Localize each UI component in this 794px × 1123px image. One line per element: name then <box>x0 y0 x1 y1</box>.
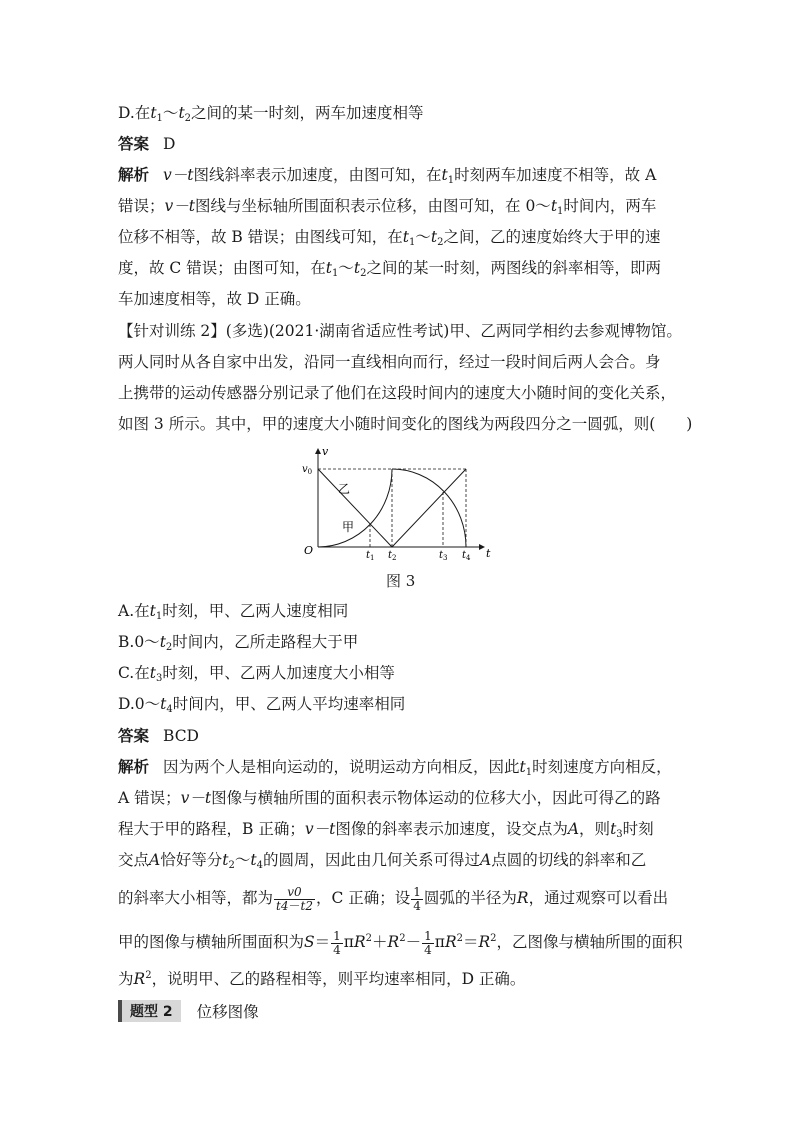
analysis-1-line-4: 度，故 C 错误；由图可知，在$t_1\sim t_2$之间的某一时刻，两图线的斜率相等，即两 <box>118 259 661 279</box>
analysis-2-line-3: 程大于甲的路程，B 正确；v－t图像的斜率表示加速度，设交点为A，则$t_3$时刻 <box>118 820 654 840</box>
top-option-d: D.在$t_1\sim t_2$之间的某一时刻，两车加速度相等 <box>118 104 424 124</box>
jia-label: 甲 <box>342 520 355 534</box>
slope-fraction: $\frac{v0}{t4-t2}$ <box>276 884 313 913</box>
answer-2 <box>118 726 199 746</box>
training-line-4: 如图 3 所示。其中，甲的速度大小随时间变化的图线为两段四分之一圆弧，则( ) <box>118 415 693 433</box>
answer-1 <box>118 134 175 154</box>
quarter-fraction: $\frac{1}{4}$ <box>413 884 421 913</box>
x-axis-label: t <box>486 547 491 560</box>
origin-label: O <box>304 544 314 557</box>
t3-tick-label: $t_3$ <box>439 550 448 562</box>
section-title: 位移图像 <box>196 1003 259 1021</box>
option-a: A.在$t_1$时刻，甲、乙两人速度相同 <box>118 602 349 622</box>
analysis-2-line-5: 的斜率大小相等，都为 $\frac{v0}{t4-t2}$ ，C 正确；设 $\frac{1}{4}$ 圆弧的半径为R，通过观察可以看出 <box>118 884 669 913</box>
analysis-2-line-4: 交点A恰好等分$t_2\sim t_4$的圆周，因此由几何关系可得过A点圆的切线的斜率和乙 <box>118 851 647 871</box>
analysis-2-line-6: 甲的图像与横轴所围面积为S＝ $\frac{1}{4}$ $\pi R^2+R^2-$ $\frac{1}{4}$ $\pi R^2=R^2$，乙图像与横轴所围的面积 <box>118 928 683 957</box>
velocity-time-figure <box>300 445 500 563</box>
analysis-1-line-1: 解析 v－t图线斜率表示加速度，由图可知，在$t_1$时刻两车加速度不相等，故 A <box>118 166 657 186</box>
option-d: $D.0\sim t_4$时间内，甲、乙两人平均速率相同 <box>118 695 406 715</box>
option-c: C.在$t_3$时刻，甲、乙两人加速度大小相等 <box>118 664 395 684</box>
y-axis-label: v <box>322 445 329 458</box>
t4-tick-label: $t_4$ <box>462 550 471 562</box>
area-fraction-2: $\frac{1}{4}$ <box>424 928 432 957</box>
training-line-3: 上携带的运动传感器分别记录了他们在这段时间内的速度大小随时间的变化关系， <box>118 384 677 402</box>
section-heading <box>118 1000 259 1022</box>
section-tag: 题型 2 <box>118 1000 181 1022</box>
yi-label: 乙 <box>338 482 351 496</box>
figure-caption: 图 3 <box>386 572 416 590</box>
answer-value: D <box>163 135 176 153</box>
answer-label: 答案 <box>118 135 150 153</box>
answer-label: 答案 <box>118 727 150 745</box>
analysis-2-line-2: A 错误；v－t图像与横轴所围的面积表示物体运动的位移大小，因此可得乙的路 <box>118 789 661 807</box>
analysis-2-line-1: 解析 因为两个人是相向运动的，说明运动方向相反，因此$t_1$时刻速度方向相反， <box>118 758 672 778</box>
analysis-1-line-5: 车加速度相等，故 D 正确。 <box>118 290 311 308</box>
analysis-1-line-3: 位移不相等，故 B 错误；由图线可知，在$t_1\sim t_2$之间，乙的速度始终大于甲的速 <box>118 228 661 248</box>
analysis-label: 解析 <box>118 166 150 184</box>
area-fraction-1: $\frac{1}{4}$ <box>333 928 341 957</box>
option-b: $B.0\sim t_2$时间内，乙所走路程大于甲 <box>118 633 359 653</box>
t2-tick-label: $t_2$ <box>388 550 397 562</box>
t1-tick-label: $t_1$ <box>366 550 375 562</box>
analysis-1-line-2: 错误；v－t图线与坐标轴所围面积表示位移，由图可知，在 $0\sim t_1$时间内，两车 <box>118 197 657 217</box>
v0-label: $v_0$ <box>302 464 313 476</box>
training-line-2: 两人同时从各自家中出发，沿同一直线相向而行，经过一段时间后两人会合。身 <box>118 353 661 371</box>
analysis-label: 解析 <box>118 758 150 776</box>
training-line-1: 【针对训练 2】(多选)(2021·湖南省适应性考试)甲、乙两同学相约去参观博物馆。 <box>118 322 682 340</box>
answer-value: BCD <box>163 727 199 745</box>
analysis-2-line-7: 为$R^2$，说明甲、乙的路程相等，则平均速率相同，D 正确。 <box>118 970 526 988</box>
